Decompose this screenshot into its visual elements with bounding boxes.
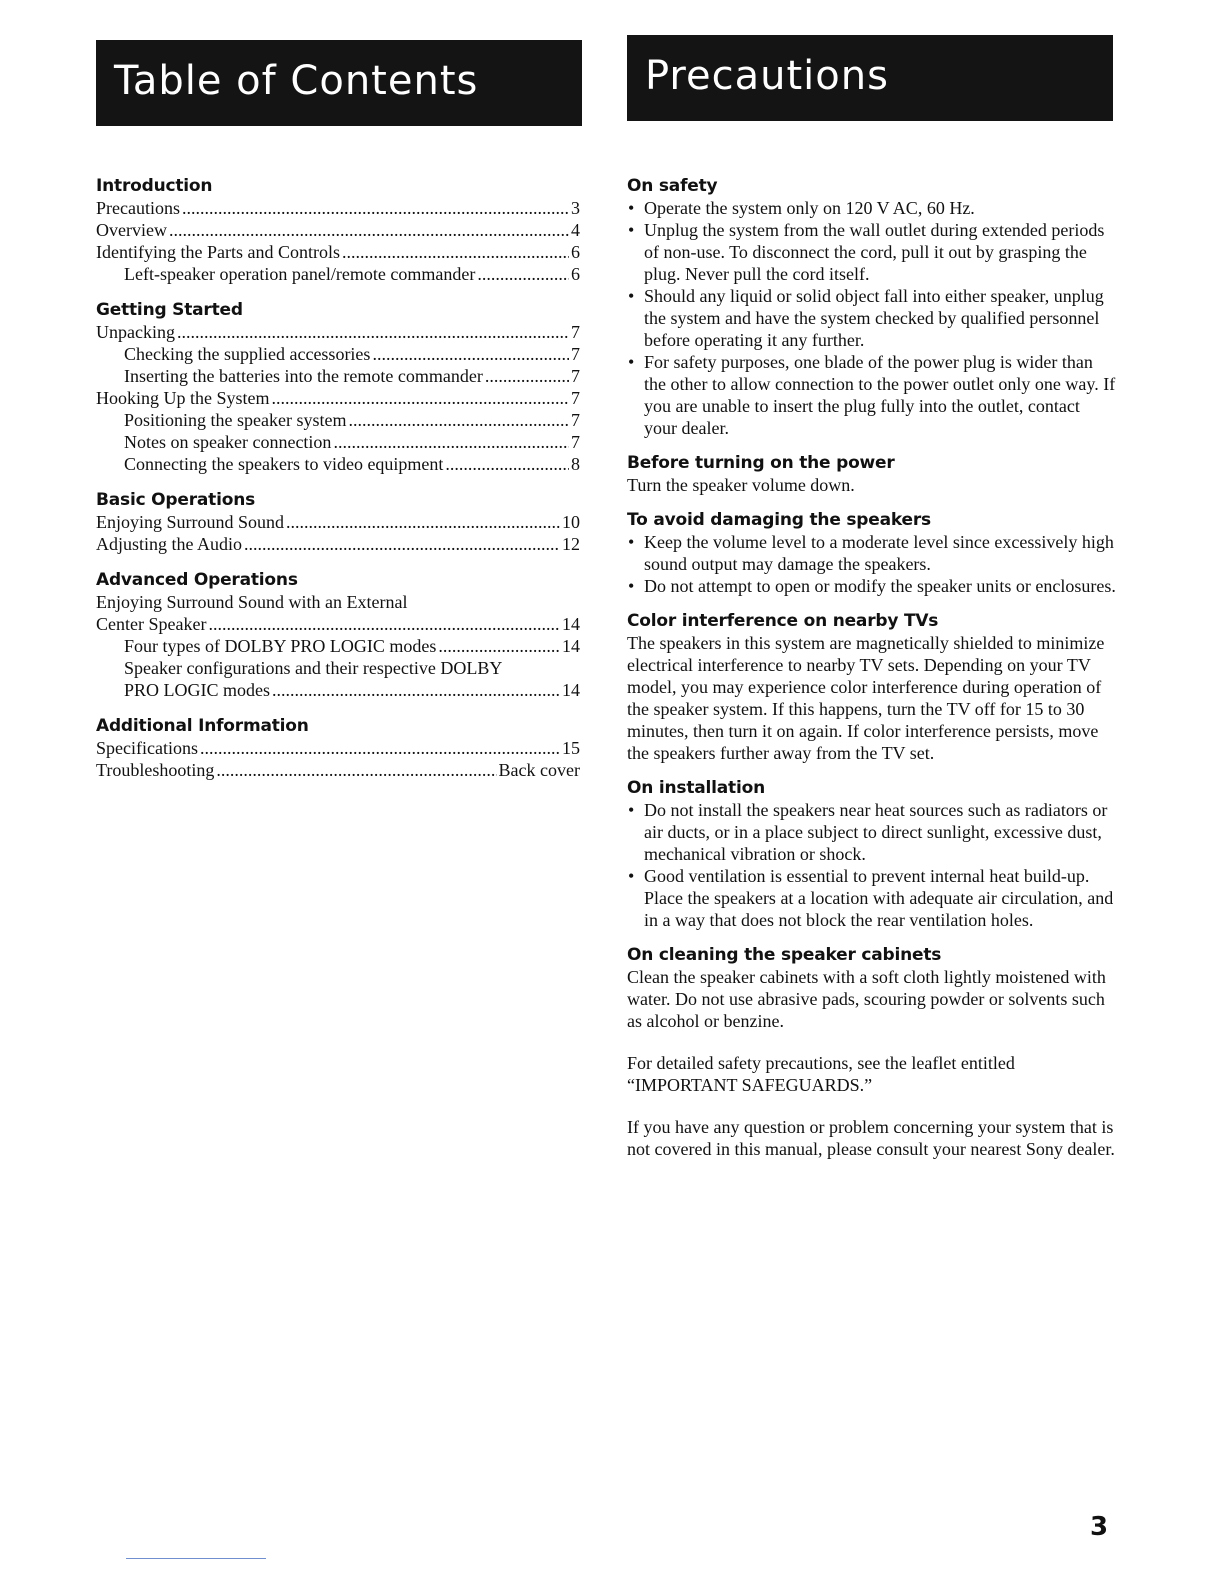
toc-entry-title: Notes on speaker connection <box>124 432 332 452</box>
leader-dots <box>438 635 560 657</box>
section-heading: On cleaning the speaker cabinets <box>627 945 942 965</box>
toc-heading: Getting Started <box>96 300 243 320</box>
leader-dots <box>182 197 569 219</box>
toc-entry-line[interactable]: Enjoying Surround Sound with an External <box>96 592 408 612</box>
toc-entry-page: 10 <box>562 512 580 532</box>
toc-heading: Additional Information <box>96 716 309 736</box>
toc-entry-page: 14 <box>562 680 580 700</box>
toc-entry-page: 7 <box>571 410 580 430</box>
section-text: The speakers in this system are magnetically shielded to minimize electrical interference to nearby TV sets. Depending on your TV model, you may experience color interference during operation of the speaker system. If this happens, turn the TV off for 15 to 30 minutes, then turn it on again. If color interference persists, move the speakers further away from the TV set. <box>627 633 1105 763</box>
bullet-item: • For safety purposes, one blade of the power plug is wider than the other to allow connection to the power outlet only one way. If you are unable to insert the plug fully into the outlet, contact your dealer. <box>627 351 1117 439</box>
leader-dots <box>177 321 569 343</box>
leader-dots <box>342 241 569 263</box>
bullet-item: • Good ventilation is essential to prevent internal heat build-up. Place the speakers at a location with adequate air circulation, and in a way that does not block the rear ventilation holes. <box>627 865 1117 931</box>
toc-subentry[interactable] <box>96 431 580 453</box>
toc-entry[interactable] <box>96 219 580 241</box>
toc-section-additional-information <box>96 715 580 781</box>
toc-entry-title: Troubleshooting <box>96 760 215 780</box>
toc-subentry[interactable] <box>96 263 580 285</box>
toc-subentry[interactable] <box>96 409 580 431</box>
toc-entry-page: 3 <box>571 198 580 218</box>
footer-rule <box>126 1558 266 1559</box>
toc-entry-page: 14 <box>562 614 580 634</box>
toc-entry-page: 6 <box>571 242 580 262</box>
section-cleaning <box>627 944 1117 1032</box>
toc-entry[interactable] <box>96 387 580 409</box>
toc-heading: Advanced Operations <box>96 570 298 590</box>
leader-dots <box>169 219 569 241</box>
bullet-item: • Operate the system only on 120 V AC, 60 Hz. <box>627 197 1117 219</box>
toc-section-introduction <box>96 175 580 285</box>
leader-dots <box>372 343 569 365</box>
toc-entry-title: PRO LOGIC modes <box>124 680 271 700</box>
toc-entry-page: 7 <box>571 432 580 452</box>
toc-entry-title: Left-speaker operation panel/remote commander <box>124 264 476 284</box>
page-number: 3 <box>1090 1512 1109 1542</box>
section-avoid-damage <box>627 509 1117 597</box>
table-of-contents <box>96 175 580 795</box>
section-heading: On installation <box>627 778 765 798</box>
toc-entry-title: Unpacking <box>96 322 175 342</box>
toc-entry[interactable] <box>96 737 580 759</box>
precautions-banner: Precautions <box>627 35 1113 121</box>
section-color-interference <box>627 610 1117 764</box>
toc-entry-page: 7 <box>571 388 580 408</box>
toc-entry-title: Precautions <box>96 198 180 218</box>
toc-entry-page: 15 <box>562 738 580 758</box>
toc-entry-page: 8 <box>571 454 580 474</box>
leader-dots <box>286 511 560 533</box>
leader-dots <box>477 263 569 285</box>
section-before-power <box>627 452 1117 496</box>
toc-entry-title: Center Speaker <box>96 614 207 634</box>
toc-entry-title: Inserting the batteries into the remote commander <box>124 366 483 386</box>
toc-entry-page: 7 <box>571 344 580 364</box>
toc-entry[interactable] <box>96 241 580 263</box>
leader-dots <box>348 409 569 431</box>
toc-entry[interactable] <box>96 533 580 555</box>
toc-entry-title: Positioning the speaker system <box>124 410 347 430</box>
bullet-item: • Keep the volume level to a moderate level since excessively high sound output may damage the speakers. <box>627 531 1117 575</box>
toc-subentry[interactable] <box>96 635 580 657</box>
toc-entry[interactable] <box>96 759 580 781</box>
toc-subentry[interactable] <box>96 343 580 365</box>
toc-entry-title: Four types of DOLBY PRO LOGIC modes <box>124 636 437 656</box>
toc-subentry[interactable] <box>96 679 580 701</box>
toc-entry[interactable] <box>96 321 580 343</box>
toc-entry-line[interactable]: Speaker configurations and their respective DOLBY <box>124 658 503 678</box>
section-heading: Before turning on the power <box>627 453 895 473</box>
leader-dots <box>485 365 569 387</box>
section-heading: Color interference on nearby TVs <box>627 611 939 631</box>
toc-entry[interactable] <box>96 613 580 635</box>
toc-heading: Basic Operations <box>96 490 256 510</box>
toc-entry-title: Checking the supplied accessories <box>124 344 371 364</box>
toc-entry-title: Overview <box>96 220 167 240</box>
toc-entry-title: Connecting the speakers to video equipment <box>124 454 444 474</box>
leader-dots <box>216 759 496 781</box>
section-on-safety <box>627 175 1117 439</box>
toc-entry-title: Adjusting the Audio <box>96 534 243 554</box>
toc-entry-page: 7 <box>571 366 580 386</box>
toc-entry-page: Back cover <box>498 760 580 780</box>
leader-dots <box>200 737 560 759</box>
bullet-item: • Do not attempt to open or modify the speaker units or enclosures. <box>627 575 1117 597</box>
leader-dots <box>244 533 560 555</box>
bullet-item: • Unplug the system from the wall outlet during extended periods of non-use. To disconnect the cord, pull it out by grasping the plug. Never pull the cord itself. <box>627 219 1117 285</box>
leader-dots <box>272 679 560 701</box>
section-heading: On safety <box>627 176 718 196</box>
toc-section-advanced-operations <box>96 569 580 701</box>
safeguards-note: For detailed safety precautions, see the leaflet entitled “IMPORTANT SAFEGUARDS.” <box>627 1053 1015 1095</box>
toc-entry[interactable] <box>96 511 580 533</box>
toc-entry-page: 7 <box>571 322 580 342</box>
leader-dots <box>445 453 569 475</box>
leader-dots <box>272 387 570 409</box>
section-text: Clean the speaker cabinets with a soft cloth lightly moistened with water. Do not use abrasive pads, scouring powder or solvents such as alcohol or benzine. <box>627 967 1106 1031</box>
toc-entry-title: Enjoying Surround Sound <box>96 512 285 532</box>
toc-subentry[interactable] <box>96 365 580 387</box>
toc-subentry[interactable] <box>96 453 580 475</box>
table-of-contents-banner: Table of Contents <box>96 40 582 126</box>
leader-dots <box>333 431 569 453</box>
section-text: Turn the speaker volume down. <box>627 475 855 495</box>
toc-entry-title: Specifications <box>96 738 198 758</box>
toc-entry-title: Hooking Up the System <box>96 388 270 408</box>
toc-entry-title: Identifying the Parts and Controls <box>96 242 340 262</box>
section-heading: To avoid damaging the speakers <box>627 510 931 530</box>
toc-entry-page: 12 <box>562 534 580 554</box>
precautions-column <box>627 175 1117 1173</box>
toc-entry[interactable] <box>96 197 580 219</box>
toc-heading: Introduction <box>96 176 213 196</box>
section-installation <box>627 777 1117 931</box>
bullet-item: • Should any liquid or solid object fall into either speaker, unplug the system and have the system checked by qualified personnel before operating it any further. <box>627 285 1117 351</box>
leader-dots <box>208 613 560 635</box>
toc-entry-page: 14 <box>562 636 580 656</box>
toc-entry-page: 4 <box>571 220 580 240</box>
toc-section-basic-operations <box>96 489 580 555</box>
toc-entry-page: 6 <box>571 264 580 284</box>
bullet-item: • Do not install the speakers near heat sources such as radiators or air ducts, or in a place subject to direct sunlight, excessive dust, mechanical vibration or shock. <box>627 799 1117 865</box>
contact-note: If you have any question or problem concerning your system that is not covered in this manual, please consult your nearest Sony dealer. <box>627 1117 1115 1159</box>
toc-section-getting-started <box>96 299 580 475</box>
